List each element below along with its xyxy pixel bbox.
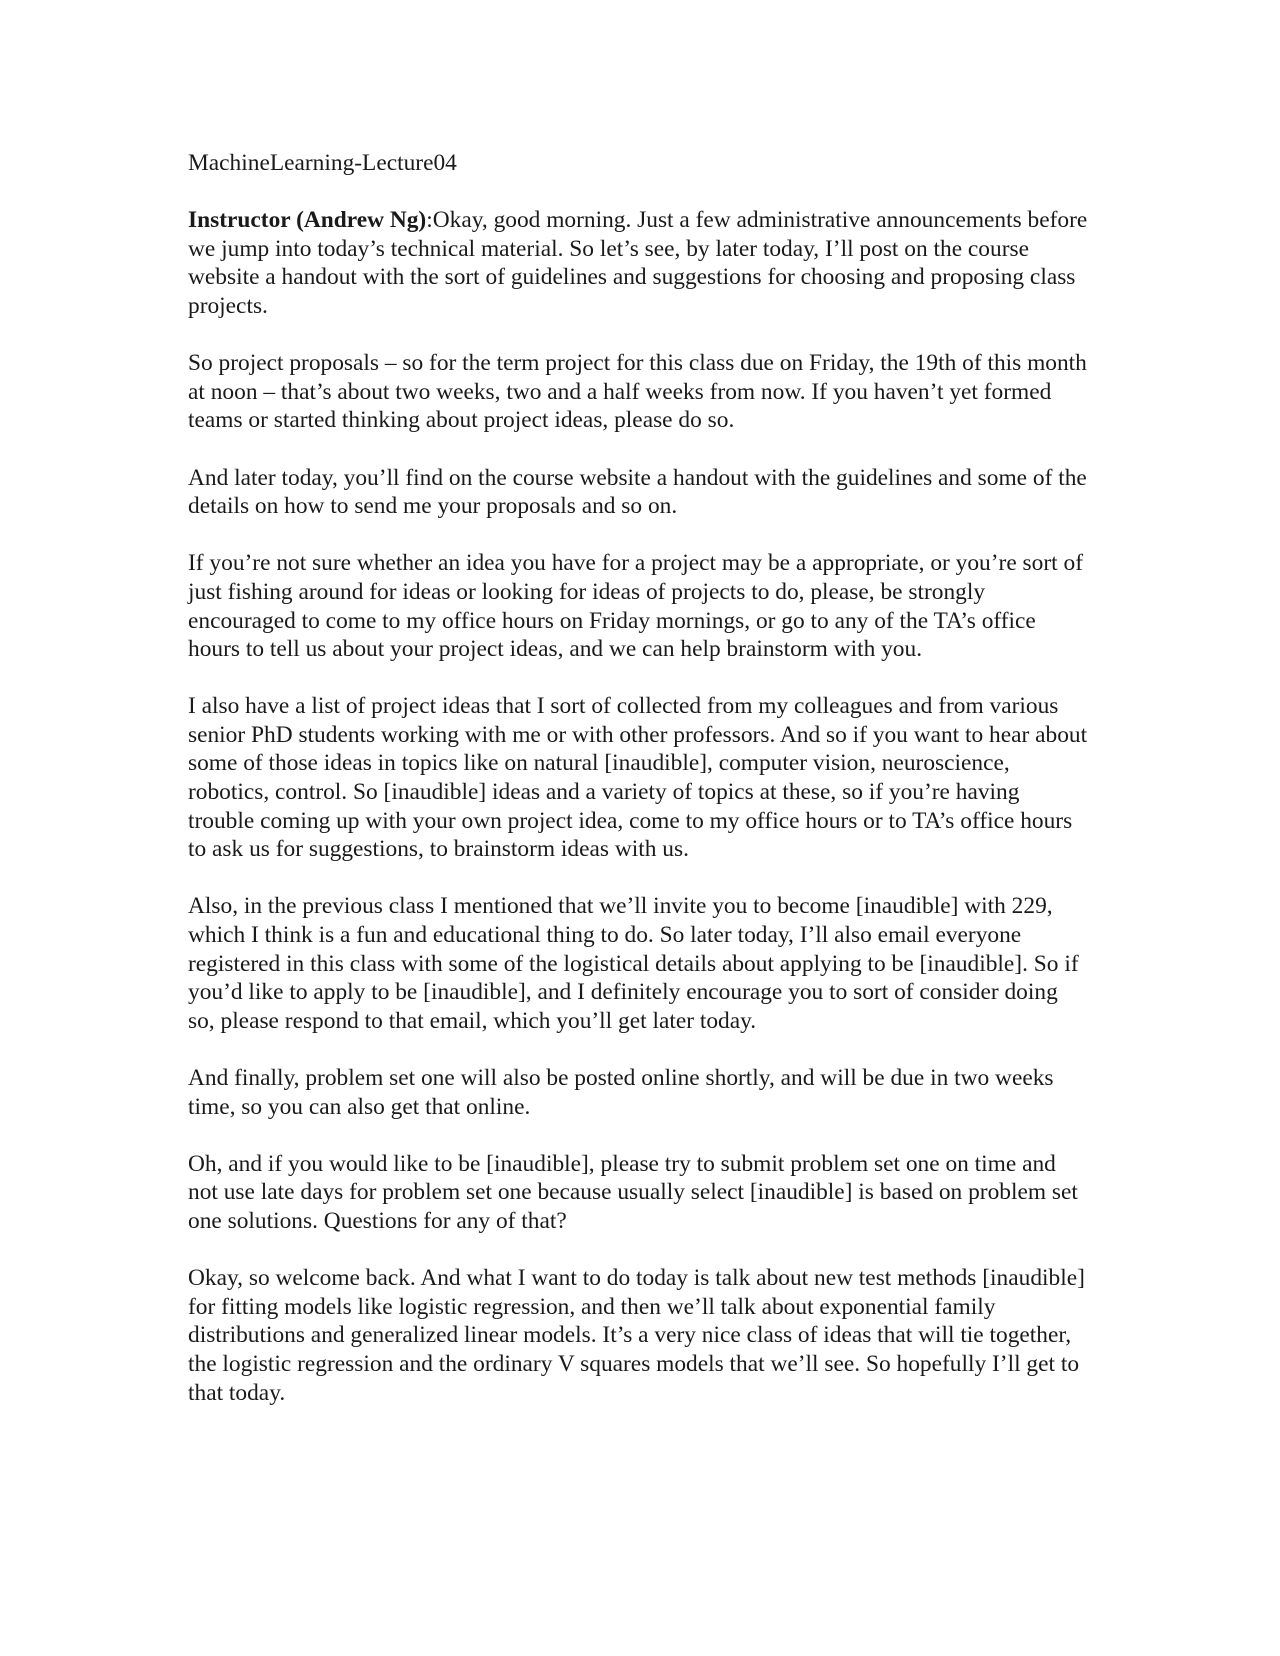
paragraph-2: So project proposals – so for the term project for this class due on Friday, the 19th of this month at noon – that’s about two weeks, two and a half weeks from now. If you haven’t yet formed teams or started thinking about project ideas, please do so. bbox=[188, 350, 1087, 434]
paragraph-4: If you’re not sure whether an idea you have for a project may be a appropriate, or you’re sort of just fishing around for ideas or looking for ideas of projects to do, please, be strongly encouraged to come to my office hours on Friday mornings, or go to any of the TA’s office hours to tell us about your project ideas, and we can help brainstorm with you. bbox=[188, 550, 1083, 663]
paragraph-9: Okay, so welcome back. And what I want to do today is talk about new test methods [inaudible] for fitting models like logistic regression, and then we’ll talk about exponential family distributions and generalized linear models. It’s a very nice class of ideas that will tie together, the logistic regression and the ordinary V squares models that we’ll see. So hopefully I’ll get to that today. bbox=[188, 1265, 1085, 1406]
document-page bbox=[188, 149, 1088, 1436]
paragraph-5: I also have a list of project ideas that I sort of collected from my colleagues and from various senior PhD students working with me or with other professors. And so if you want to hear about some of those ideas in topics like on natural [inaudible], computer vision, neuroscience, robotics, control. So [inaudible] ideas and a variety of topics at these, so if you’re having trouble coming up with your own project idea, come to my office hours or to TA’s office hours to ask us for suggestions, to brainstorm ideas with us. bbox=[188, 693, 1088, 863]
paragraph-1-text: :Okay, good morning. Just a few administrative announcements before we jump into today’s technical material. So let’s see, by later today, I’ll post on the course website a handout with the sort of guidelines and suggestions for choosing and proposing class projects. bbox=[188, 207, 1088, 319]
paragraph-7: And finally, problem set one will also be posted online shortly, and will be due in two weeks time, so you can also get that online. bbox=[188, 1065, 1054, 1120]
paragraph-8: Oh, and if you would like to be [inaudible], please try to submit problem set one on time and not use late days for problem set one because usually select [inaudible] is based on problem set one solutions. Questions for any of that? bbox=[188, 1150, 1078, 1234]
speaker-name: Instructor (Andrew Ng) bbox=[188, 207, 427, 234]
paragraph-6: Also, in the previous class I mentioned that we’ll invite you to become [inaudible] with 229, which I think is a fun and educational thing to do. So later today, I’ll also email everyone registered in this class with some of the logistical details about applying to be [inaudible]. So if you’d like to apply to be [inaudible], and I definitely encourage you to sort of consider doing so, please respond to that email, which you’ll get later today. bbox=[188, 893, 1079, 1034]
document-title: MachineLearning-Lecture04 bbox=[188, 150, 457, 176]
paragraph-3: And later today, you’ll find on the course website a handout with the guidelines and some of the details on how to send me your proposals and so on. bbox=[188, 464, 1087, 520]
paragraph-1 bbox=[188, 206, 1088, 320]
